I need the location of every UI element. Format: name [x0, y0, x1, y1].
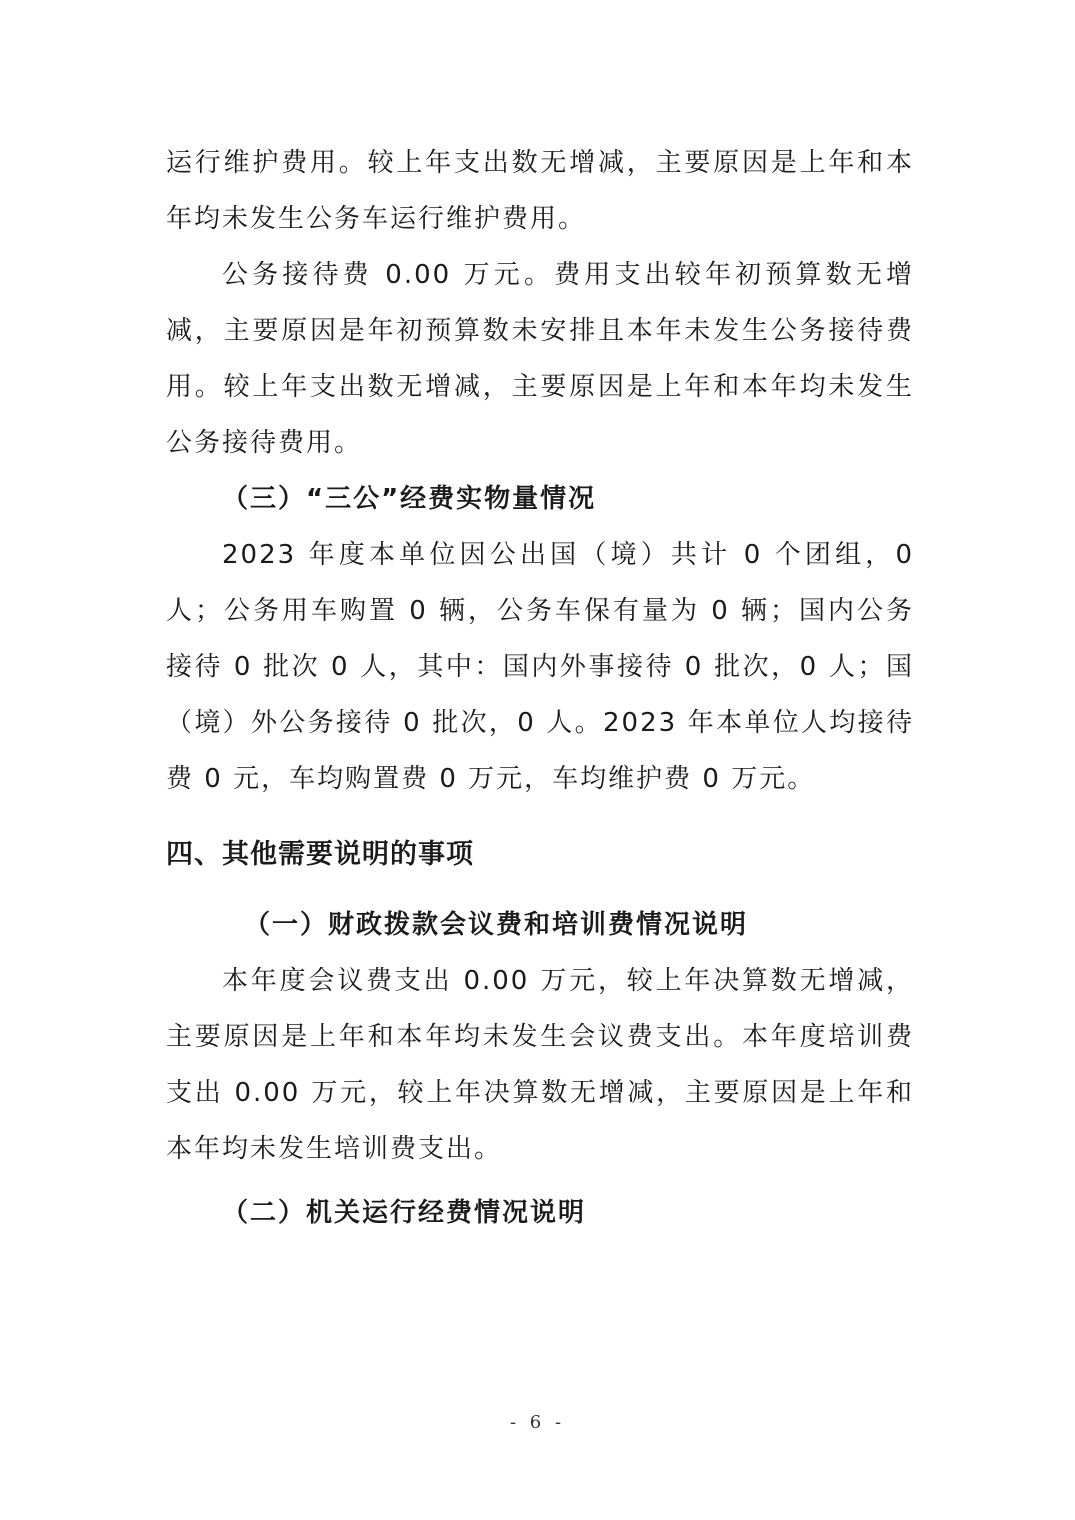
heading-other-matters: 四、其他需要说明的事项	[166, 839, 474, 870]
heading-agency-operating-funds: （二）机关运行经费情况说明	[222, 1198, 587, 1228]
paragraph-meeting-training-fees: 本年度会议费支出 0.00 万元，较上年决算数无增减，主要原因是上年和本年均未发生会议费支出。本年度培训费支出 0.00 万元，较上年决算数无增减，主要原因是上年和本年均未发生培训费支出。	[166, 966, 914, 1164]
heading-three-public-physical-quantity: （三）“三公”经费实物量情况	[222, 484, 597, 514]
page-content	[166, 135, 914, 1241]
paragraph-vehicle-maintenance-continued: 运行维护费用。较上年支出数无增减，主要原因是上年和本年均未发生公务车运行维护费用。	[166, 148, 914, 234]
paragraph-physical-quantity: 2023 年度本单位因公出国（境）共计 0 个团组，0 人；公务用车购置 0 辆，公务车保有量为 0 辆；国内公务接待 0 批次 0 人，其中：国内外事接待 0 批次，0 人；国（境）外公务接待 0 批次，0 人。2023 年本单位人均接待费 0 元，车均购置费 0 万元，车均维护费 0 万元。	[166, 540, 914, 794]
page-number: - 6 -	[509, 1412, 566, 1433]
heading-meeting-training-fees: （一）财政拨款会议费和培训费情况说明	[244, 910, 749, 940]
paragraph-reception-fee: 公务接待费 0.00 万元。费用支出较年初预算数无增减，主要原因是年初预算数未安排且本年未发生公务接待费用。较上年支出数无增减，主要原因是上年和本年均未发生公务接待费用。	[166, 260, 914, 458]
